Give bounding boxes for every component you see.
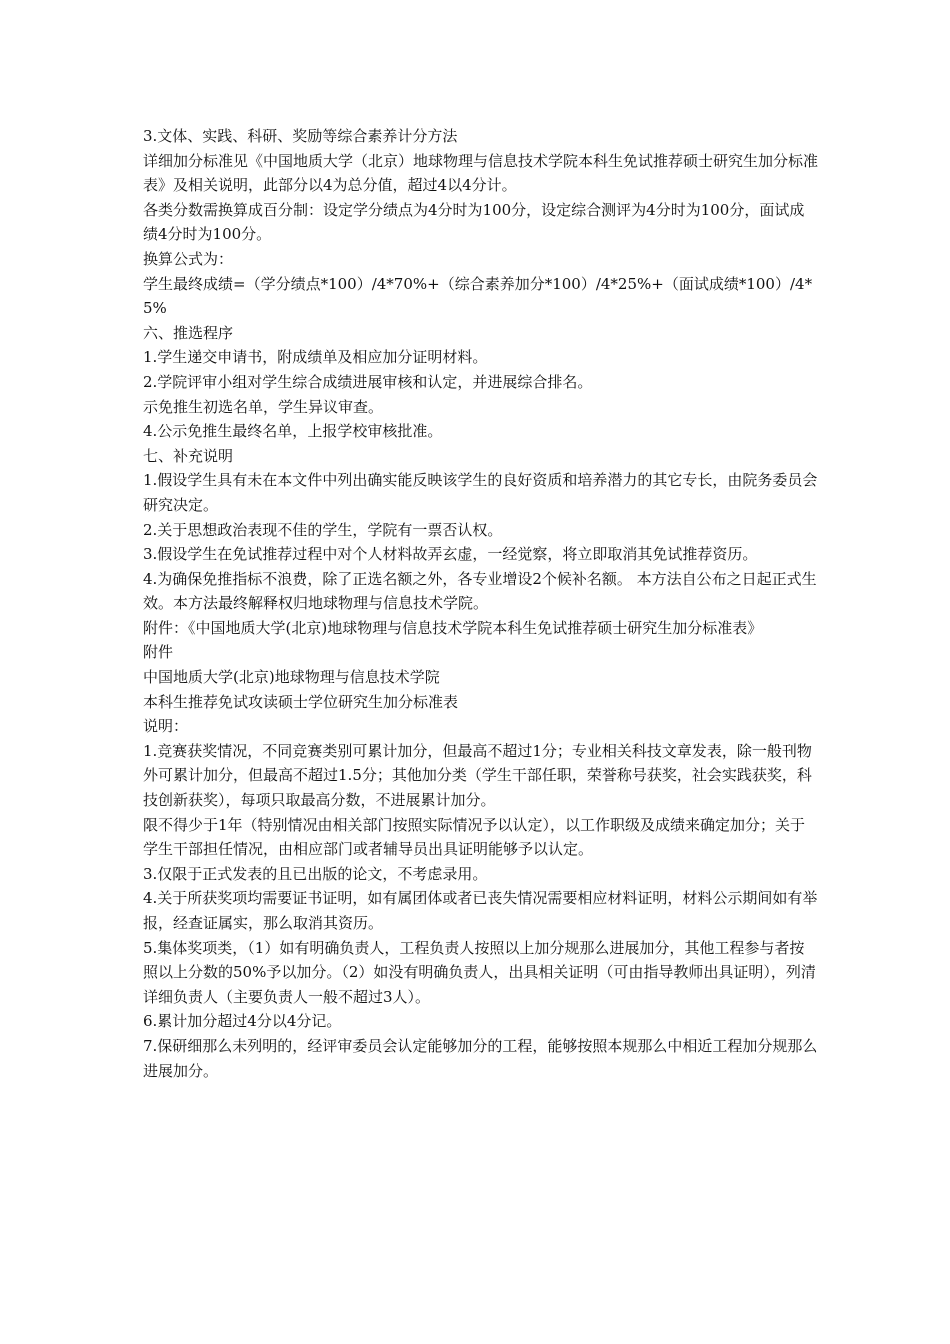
- notes-item-5: 5.集体奖项类，（1）如有明确负责人，工程负责人按照以上加分规那么进展加分，其他工程参与者按照以上分数的50%予以加分。（2）如没有明确负责人，出具相关证明（可由指导教师出具证明），列清详细负责人（主要负责人一般不超过3人）。: [143, 938, 816, 1006]
- supplement-item-3: 3.假设学生在免试推荐过程中对个人材料故弄玄虚，一经觉察，将立即取消其免试推荐资历。: [143, 545, 758, 564]
- procedure-item-1: 1.学生递交申请书，附成绩单及相应加分证明材料。: [143, 348, 488, 367]
- formula-label: 换算公式为：: [143, 249, 234, 268]
- attachment-title: 本科生推荐免试攻读硕士学位研究生加分标准表: [143, 692, 459, 711]
- attachment-reference: 附件：《中国地质大学(北京)地球物理与信息技术学院本科生免试推荐硕士研究生加分标准表》: [143, 618, 763, 637]
- notes-item-2: 限不得少于1年（特别情况由相关部门按照实际情况予以认定），以工作职级及成绩来确定加分；关于学生干部担任情况，由相应部门或者辅导员出具证明能够予以认定。: [143, 815, 806, 859]
- section-heading-procedure: 六、推选程序: [143, 323, 234, 342]
- notes-item-7: 7.保研细那么未列明的，经评审委员会认定能够加分的工程，能够按照本规那么中相近工程加分规那么进展加分。: [143, 1036, 818, 1080]
- percentage-conversion-paragraph: 各类分数需换算成百分制：设定学分绩点为4分时为100分，设定综合测评为4分时为100分，面试成绩4分时为100分。: [143, 200, 805, 244]
- bonus-standard-paragraph: 详细加分标准见《中国地质大学（北京）地球物理与信息技术学院本科生免试推荐硕士研究生加分标准表》及相关说明，此部分以4为总分值，超过4以4分计。: [143, 151, 819, 195]
- procedure-item-3: 示免推生初选名单，学生异议审查。: [143, 397, 384, 416]
- notes-item-3: 3.仅限于正式发表的且已出版的论文，不考虑录用。: [143, 864, 488, 883]
- section-heading-supplement: 七、补充说明: [143, 446, 234, 465]
- document-body: [143, 124, 818, 1083]
- attachment-institution: 中国地质大学(北京)地球物理与信息技术学院: [143, 668, 440, 687]
- notes-item-4: 4.关于所获奖项均需要证书证明，如有属团体或者已丧失情况需要相应材料证明，材料公示期间如有举报，经查证属实，那么取消其资历。: [143, 889, 818, 932]
- notes-item-1: 1.竞赛获奖情况，不同竞赛类别可累计加分，但最高不超过1分；专业相关科技文章发表，除一般刊物外可累计加分，但最高不超过1.5分；其他加分类（学生干部任职，荣誉称号获奖，社会实践获奖，科技创新获奖），每项只取最高分数，不进展累计加分。: [143, 741, 812, 810]
- final-score-formula: 学生最终成绩=（学分绩点*100）/4*70%+（综合素养加分*100）/4*25%+（面试成绩*100）/4*5%: [143, 274, 813, 318]
- notes-item-6: 6.累计加分超过4分以4分记。: [143, 1012, 342, 1031]
- supplement-item-2: 2.关于思想政治表现不佳的学生，学院有一票否认权。: [143, 520, 503, 539]
- procedure-item-2: 2.学院评审小组对学生综合成绩进展审核和认定，并进展综合排名。: [143, 372, 593, 391]
- procedure-item-4: 4.公示免推生最终名单，上报学校审核批准。: [143, 422, 443, 441]
- notes-label: 说明：: [143, 717, 189, 736]
- supplement-item-4: 4.为确保免推指标不浪费，除了正选名额之外，各专业增设2个候补名额。 本方法自公布之日起正式生效。本方法最终解释权归地球物理与信息技术学院。: [143, 569, 817, 613]
- attachment-label: 附件: [143, 643, 174, 662]
- supplement-item-1: 1.假设学生具有未在本文件中列出确实能反映该学生的良好资质和培养潜力的其它专长，由院务委员会研究决定。: [143, 471, 818, 514]
- scoring-method-heading: 3.文体、实践、科研、奖励等综合素养计分方法: [143, 127, 458, 145]
